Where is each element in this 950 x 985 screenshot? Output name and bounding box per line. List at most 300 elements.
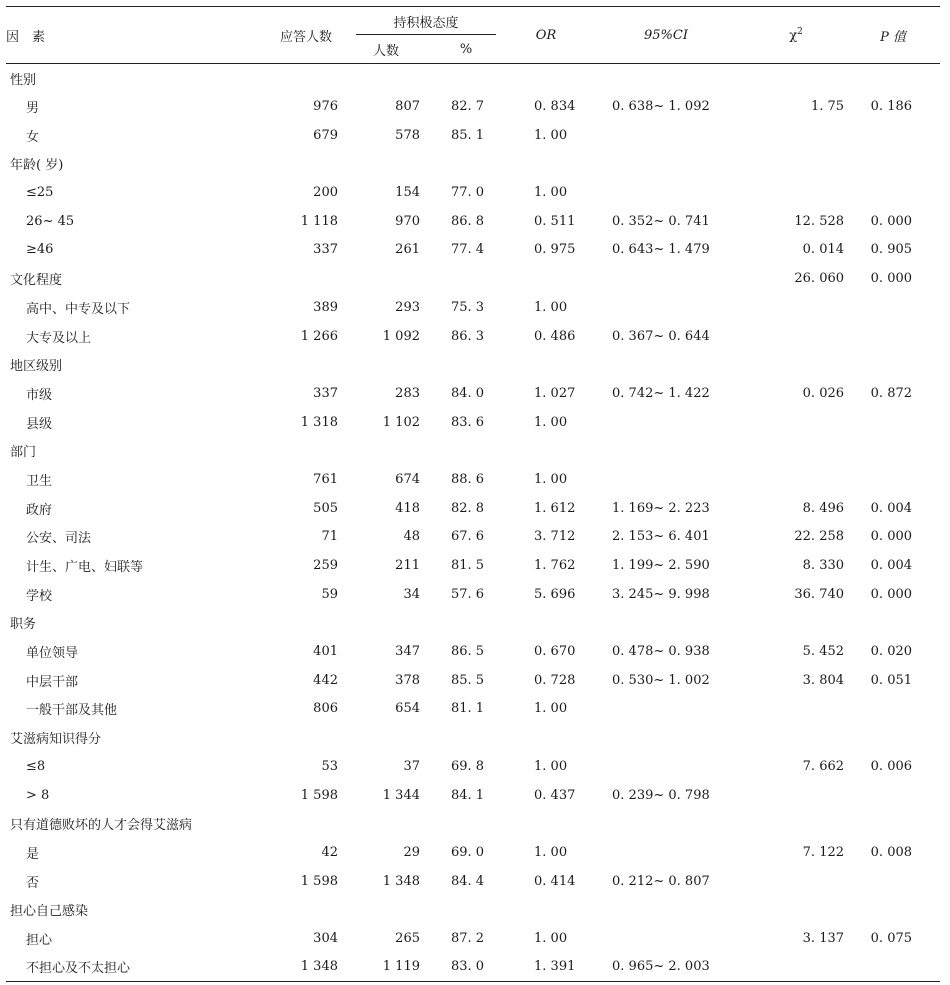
positive-count-cell: 37 [403, 758, 420, 774]
percent-cell: 82. 8 [450, 500, 485, 516]
respondents-cell: 1 348 [266, 953, 346, 982]
respondents-cell: 1 266 [300, 328, 338, 344]
respondents-cell [266, 609, 346, 638]
category-label: 地区级别 [10, 359, 63, 375]
or-cell [506, 809, 586, 838]
percent-cell: 69. 0 [450, 844, 485, 860]
positive-count-cell: 1 348 [382, 873, 420, 889]
p-value-cell [846, 350, 940, 379]
table-row [6, 121, 940, 150]
p-value-cell [846, 465, 940, 494]
respondents-cell [266, 895, 346, 924]
or-cell: 1. 00 [534, 127, 568, 143]
header-chi-sup: 2 [797, 26, 803, 37]
chi-square-cell: 8. 330 [802, 558, 845, 574]
percent-cell: 77. 0 [450, 185, 485, 201]
positive-count-cell [346, 723, 426, 752]
table-row [6, 236, 940, 265]
p-value-cell: 0. 000 [870, 271, 913, 287]
table-row [6, 408, 940, 437]
positive-count-cell: 970 [395, 213, 420, 229]
respondents-cell: 442 [313, 672, 338, 688]
percent-cell [426, 64, 506, 93]
p-value-cell [846, 121, 940, 150]
ci-cell [586, 150, 746, 179]
percent-cell: 69. 8 [450, 758, 485, 774]
positive-count-cell: 283 [395, 385, 420, 401]
table-row [6, 666, 940, 695]
chi-square-cell [746, 322, 846, 351]
respondents-cell: 259 [313, 558, 338, 574]
table-row [6, 867, 940, 896]
p-value-cell [846, 695, 940, 724]
p-value-cell [846, 436, 940, 465]
table-row [6, 523, 940, 552]
header-chi-base: χ [789, 28, 798, 44]
percent-cell: 85. 1 [450, 127, 485, 143]
factor-label: 卫生 [26, 473, 53, 489]
table-row [6, 494, 940, 523]
table-row [6, 92, 940, 121]
factor-label: 公安、司法 [26, 531, 92, 547]
table-row [6, 379, 940, 408]
ci-cell [586, 293, 746, 322]
percent-cell: 84. 1 [450, 787, 485, 803]
percent-cell: 87. 2 [450, 930, 485, 946]
percent-cell: 82. 7 [450, 99, 485, 115]
table-row [6, 953, 940, 982]
header-or: OR [506, 7, 586, 64]
factor-label: 男 [26, 101, 40, 117]
chi-square-cell: 22. 258 [794, 529, 845, 545]
factor-label: 市级 [26, 387, 53, 403]
or-cell: 1. 027 [534, 385, 576, 401]
factor-label: ≥46 [26, 242, 54, 258]
respondents-cell [266, 264, 346, 293]
positive-count-cell: 654 [395, 701, 420, 717]
table-row [6, 322, 940, 351]
p-value-cell: 0. 075 [870, 930, 913, 946]
or-cell [506, 895, 586, 924]
ci-cell: 0. 965~ 2. 003 [586, 953, 746, 982]
category-row [6, 436, 940, 465]
category-label: 艾滋病知识得分 [10, 732, 102, 748]
positive-count-cell: 1 092 [382, 328, 420, 344]
respondents-cell: 679 [313, 127, 338, 143]
positive-count-cell: 347 [395, 644, 420, 660]
ci-cell [586, 752, 746, 781]
or-cell: 0. 414 [534, 873, 576, 889]
positive-count-cell [346, 609, 426, 638]
factor-label: 26~ 45 [26, 213, 75, 229]
chi-square-cell: 0. 014 [802, 242, 845, 258]
positive-count-cell: 29 [403, 844, 420, 860]
or-cell [506, 723, 586, 752]
or-cell [506, 150, 586, 179]
positive-count-cell: 1 102 [382, 414, 420, 430]
positive-count-cell: 418 [395, 500, 420, 516]
or-cell: 5. 696 [534, 586, 576, 602]
positive-count-cell [346, 150, 426, 179]
category-row [6, 350, 940, 379]
chi-square-cell [746, 150, 846, 179]
or-cell: 0. 511 [534, 213, 576, 229]
respondents-cell [266, 436, 346, 465]
respondents-cell: 401 [313, 644, 338, 660]
percent-cell: 88. 6 [450, 471, 485, 487]
p-value-cell [846, 781, 940, 810]
table-row [6, 637, 940, 666]
chi-square-cell [746, 178, 846, 207]
or-cell [506, 436, 586, 465]
p-value-cell [846, 609, 940, 638]
factor-label: 不担心及不太担心 [6, 953, 266, 982]
table-row [6, 551, 940, 580]
ci-cell: 0. 638~ 1. 092 [612, 99, 710, 115]
chi-square-cell [746, 867, 846, 896]
or-cell: 0. 728 [534, 672, 576, 688]
p-value-cell [846, 322, 940, 351]
percent-cell [426, 350, 506, 379]
respondents-cell: 200 [313, 185, 338, 201]
chi-square-cell [746, 953, 846, 982]
p-value-cell [846, 408, 940, 437]
chi-square-cell [746, 121, 846, 150]
positive-count-cell: 34 [403, 586, 420, 602]
percent-cell: 84. 0 [450, 385, 485, 401]
or-cell: 1. 00 [534, 758, 568, 774]
table-row [6, 207, 940, 236]
table-row [6, 924, 940, 953]
percent-cell: 57. 6 [450, 586, 485, 602]
positive-count-cell: 578 [395, 127, 420, 143]
percent-cell: 67. 6 [450, 529, 485, 545]
chi-square-cell [746, 436, 846, 465]
p-value-cell [846, 867, 940, 896]
category-label: 文化程度 [10, 273, 63, 289]
percent-cell [426, 723, 506, 752]
table-row [6, 752, 940, 781]
or-cell: 0. 975 [534, 242, 576, 258]
or-cell [506, 264, 586, 293]
ci-cell: 0. 742~ 1. 422 [612, 385, 710, 401]
ci-cell: 0. 212~ 0. 807 [612, 873, 710, 889]
category-row [6, 64, 940, 93]
factor-label: 计生、广电、妇联等 [26, 560, 144, 576]
respondents-cell: 1 318 [300, 414, 338, 430]
percent-cell: 86. 5 [450, 644, 485, 660]
percent-cell: 81. 1 [450, 701, 485, 717]
header-p-label: P 值 [880, 29, 906, 45]
chi-square-cell [746, 64, 846, 93]
category-label: 职务 [10, 617, 37, 633]
or-cell: 3. 712 [534, 529, 576, 545]
respondents-cell: 42 [321, 844, 338, 860]
factor-label: 单位领导 [26, 646, 79, 662]
category-row [6, 895, 940, 924]
factor-label: 否 [26, 875, 40, 891]
factor-label: 是 [26, 846, 40, 862]
ci-cell [586, 350, 746, 379]
positive-count-cell [346, 264, 426, 293]
header-positive-group [346, 7, 506, 36]
positive-count-cell: 378 [395, 672, 420, 688]
positive-count-cell: 261 [395, 242, 420, 258]
positive-count-cell [346, 809, 426, 838]
chi-square-cell [746, 723, 846, 752]
positive-count-cell: 1 344 [382, 787, 420, 803]
factor-label: 担心 [26, 932, 53, 948]
category-label: 性别 [10, 72, 37, 88]
respondents-cell [266, 150, 346, 179]
or-cell: 1. 00 [534, 471, 568, 487]
ci-cell: 1. 199~ 2. 590 [612, 558, 710, 574]
or-cell: 0. 486 [534, 328, 576, 344]
or-cell: 1. 00 [534, 299, 568, 315]
factor-label: 高中、中专及以下 [26, 301, 131, 317]
positive-count-cell: 154 [395, 185, 420, 201]
or-cell: 0. 834 [534, 99, 576, 115]
ci-cell: 0. 367~ 0. 644 [612, 328, 710, 344]
table-row [6, 580, 940, 609]
positive-count-cell [346, 436, 426, 465]
respondents-cell: 337 [313, 385, 338, 401]
ci-cell: 2. 153~ 6. 401 [612, 529, 710, 545]
respondents-cell: 71 [321, 529, 338, 545]
positive-count-cell: 48 [403, 529, 420, 545]
header-p [846, 7, 940, 64]
factor-label: 中层干部 [26, 674, 79, 690]
chi-square-cell [746, 695, 846, 724]
p-value-cell [846, 723, 940, 752]
ci-cell [586, 121, 746, 150]
chi-square-cell: 5. 452 [802, 644, 845, 660]
p-value-cell: 0. 004 [870, 500, 913, 516]
p-value-cell [846, 178, 940, 207]
factor-label: 一般干部及其他 [26, 703, 118, 719]
chi-square-cell: 12. 528 [794, 213, 845, 229]
percent-cell: 83. 6 [450, 414, 485, 430]
positive-count-cell: 211 [395, 558, 420, 574]
table-row [6, 781, 940, 810]
ci-cell [586, 609, 746, 638]
table-body [6, 64, 940, 982]
positive-count-cell: 1 119 [346, 953, 426, 982]
percent-cell [426, 895, 506, 924]
table-row [6, 178, 940, 207]
respondents-cell [266, 809, 346, 838]
ci-cell: 1. 169~ 2. 223 [612, 500, 710, 516]
ci-cell: 0. 643~ 1. 479 [612, 242, 710, 258]
category-row [6, 723, 940, 752]
header-percent: % [426, 35, 506, 64]
percent-cell: 77. 4 [450, 242, 485, 258]
percent-cell: 85. 5 [450, 672, 485, 688]
percent-cell [426, 436, 506, 465]
respondents-cell: 59 [321, 586, 338, 602]
respondents-cell: 1 598 [300, 787, 338, 803]
header-respondents: 应答人数 [266, 7, 346, 64]
ci-cell [586, 695, 746, 724]
p-value-cell [846, 150, 940, 179]
or-cell [506, 350, 586, 379]
chi-square-cell [746, 293, 846, 322]
chi-square-cell: 1. 75 [810, 99, 845, 115]
category-row [6, 264, 940, 293]
or-cell: 0. 437 [534, 787, 576, 803]
p-value-cell: 0. 008 [870, 844, 913, 860]
p-value-cell: 0. 051 [870, 672, 913, 688]
p-value-cell: 0. 000 [870, 529, 913, 545]
ci-cell [586, 809, 746, 838]
chi-square-cell [746, 895, 846, 924]
table-row [6, 695, 940, 724]
header-factor: 因 素 [6, 7, 266, 64]
respondents-cell: 389 [313, 299, 338, 315]
table-row [6, 838, 940, 867]
percent-cell: 84. 4 [450, 873, 485, 889]
chi-square-cell [746, 809, 846, 838]
or-cell [506, 64, 586, 93]
chi-square-cell: 36. 740 [794, 586, 845, 602]
percent-cell: 86. 8 [450, 213, 485, 229]
factor-label: 女 [26, 129, 40, 145]
chi-square-cell [746, 465, 846, 494]
positive-count-cell: 807 [395, 99, 420, 115]
factor-label: 大专及以上 [26, 330, 92, 346]
or-cell: 0. 670 [534, 644, 576, 660]
p-value-cell [846, 895, 940, 924]
p-value-cell: 0. 905 [870, 242, 913, 258]
ci-cell: 0. 239~ 0. 798 [612, 787, 710, 803]
respondents-cell: 976 [313, 99, 338, 115]
chi-square-cell [746, 609, 846, 638]
respondents-cell: 1 118 [300, 213, 338, 229]
or-cell: 1. 00 [534, 414, 568, 430]
respondents-cell: 1 598 [300, 873, 338, 889]
respondents-cell: 505 [313, 500, 338, 516]
positive-count-cell: 674 [395, 471, 420, 487]
positive-count-cell [346, 895, 426, 924]
p-value-cell: 0. 020 [870, 644, 913, 660]
ci-cell: 0. 530~ 1. 002 [612, 672, 710, 688]
or-cell: 1. 00 [534, 701, 568, 717]
factor-label: ≤25 [26, 185, 54, 201]
ci-cell [586, 723, 746, 752]
chi-square-cell: 0. 026 [802, 385, 845, 401]
chi-square-cell: 8. 496 [802, 500, 845, 516]
factor-label: 政府 [26, 502, 53, 518]
chi-square-cell: 3. 804 [802, 672, 845, 688]
factor-table [6, 6, 940, 982]
p-value-cell: 0. 006 [870, 758, 913, 774]
respondents-cell: 53 [321, 758, 338, 774]
header-chi [746, 7, 846, 64]
respondents-cell [266, 350, 346, 379]
chi-square-cell: 7. 122 [802, 844, 845, 860]
ci-cell [586, 436, 746, 465]
ci-cell [586, 838, 746, 867]
category-label: 担心自己感染 [10, 904, 89, 920]
respondents-cell: 304 [313, 930, 338, 946]
ci-cell [586, 178, 746, 207]
chi-square-cell [746, 408, 846, 437]
ci-cell [586, 264, 746, 293]
percent-cell: 83. 0 [426, 953, 506, 982]
chi-square-cell [746, 350, 846, 379]
p-value-cell: 0. 186 [870, 99, 913, 115]
percent-cell [426, 150, 506, 179]
positive-count-cell: 293 [395, 299, 420, 315]
factor-label: > 8 [26, 787, 50, 803]
category-label: 只有道德败坏的人才会得艾滋病 [10, 818, 193, 834]
or-cell: 1. 391 [506, 953, 586, 982]
header-positive-label: 持积极态度 [393, 15, 459, 31]
ci-cell [586, 895, 746, 924]
percent-cell [426, 809, 506, 838]
respondents-cell: 761 [313, 471, 338, 487]
percent-cell: 86. 3 [450, 328, 485, 344]
factor-label: 学校 [26, 588, 53, 604]
or-cell: 1. 612 [534, 500, 576, 516]
chi-square-cell: 3. 137 [802, 930, 845, 946]
header-count: 人数 [346, 35, 426, 64]
respondents-cell: 337 [313, 242, 338, 258]
percent-cell [426, 609, 506, 638]
positive-count-cell: 265 [395, 930, 420, 946]
p-value-cell [846, 64, 940, 93]
table-row [6, 293, 940, 322]
p-value-cell [846, 809, 940, 838]
or-cell [506, 609, 586, 638]
table-row [6, 465, 940, 494]
chi-square-cell [746, 781, 846, 810]
percent-cell [426, 264, 506, 293]
ci-cell: 0. 352~ 0. 741 [612, 213, 710, 229]
or-cell: 1. 00 [534, 185, 568, 201]
ci-cell: 0. 478~ 0. 938 [612, 644, 710, 660]
or-cell: 1. 762 [534, 558, 576, 574]
header-ci: 95%CI [586, 7, 746, 64]
factor-label: ≤8 [26, 758, 46, 774]
percent-cell: 81. 5 [450, 558, 485, 574]
p-value-cell: 0. 004 [870, 558, 913, 574]
p-value-cell [846, 293, 940, 322]
respondents-cell [266, 64, 346, 93]
ci-cell [586, 64, 746, 93]
respondents-cell [266, 723, 346, 752]
p-value-cell: 0. 872 [870, 385, 913, 401]
category-row [6, 609, 940, 638]
ci-cell [586, 465, 746, 494]
ci-cell: 3. 245~ 9. 998 [612, 586, 710, 602]
positive-count-cell [346, 64, 426, 93]
table-header [6, 7, 940, 64]
ci-cell [586, 924, 746, 953]
category-row [6, 150, 940, 179]
p-value-cell: 0. 000 [870, 213, 913, 229]
chi-square-cell: 26. 060 [794, 271, 845, 287]
p-value-cell [846, 953, 940, 982]
ci-cell [586, 408, 746, 437]
or-cell: 1. 00 [534, 930, 568, 946]
p-value-cell: 0. 000 [870, 586, 913, 602]
category-label: 部门 [10, 445, 37, 461]
category-label: 年龄( 岁) [10, 158, 64, 174]
respondents-cell: 806 [313, 701, 338, 717]
or-cell: 1. 00 [534, 844, 568, 860]
positive-count-cell [346, 350, 426, 379]
